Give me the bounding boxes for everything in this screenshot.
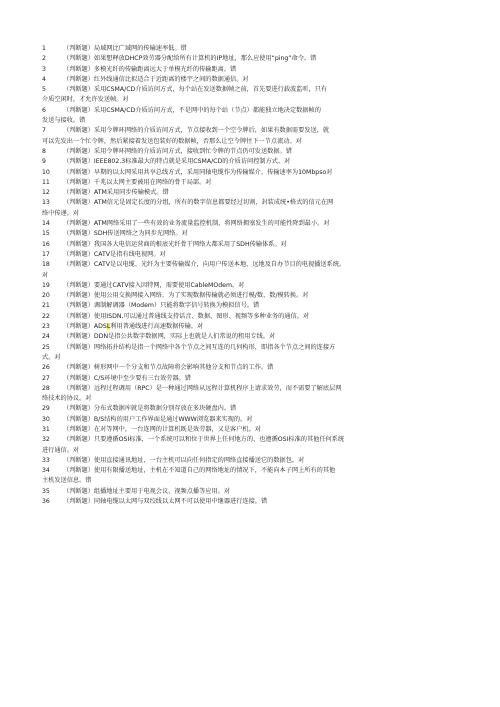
question-item <box>42 106 466 127</box>
question-item <box>42 363 466 373</box>
question-text: （判断题）IEEE802.3标准最大的特点就是采用CSMA/CD的介质访问控制方式。对 <box>63 158 291 166</box>
question-text: （判断题）CATV是以电缆、光纤为主要传输媒介，向用户传送本地、远地及自办节目的电视播送系统。 对 <box>42 260 466 281</box>
question-text: （判断题）使用有限播送地址，主机在不知道自己的网络地址的情况下，不能向本子网上所有的其他 主机发送信息。错 <box>42 466 466 487</box>
question-text-continued: 发送与接收。错 <box>42 117 86 125</box>
question-number: 1 <box>42 45 46 52</box>
question-number: 13 <box>42 199 50 207</box>
question-item <box>42 497 466 507</box>
question-text: （判断题）采用令牌环网络的介质访问方式，接收到忙令牌的节点仍可发送数据。错 <box>63 147 292 155</box>
question-number: 18 <box>42 261 50 269</box>
question-item <box>42 126 466 147</box>
question-text: （判断题）同轴电缆以太网与双绞线以太网不可以使用中继器进行连接。错 <box>63 498 268 506</box>
question-number: 4 <box>42 75 46 83</box>
question-number: 15 <box>42 230 50 238</box>
question-text: （判断题）CATV是指有线电视网。对 <box>63 250 166 258</box>
question-item <box>42 291 466 301</box>
question-item <box>42 332 466 342</box>
question-item <box>42 374 466 384</box>
question-number: 33 <box>42 456 50 464</box>
question-text-continued: 主机发送信息。错 <box>42 477 92 485</box>
question-text-continued: 络技术的协议。对 <box>42 395 92 403</box>
question-number: 26 <box>42 364 50 372</box>
question-text-continued: 介质空闲时，才允许发送帧。对 <box>42 96 129 104</box>
highlight-mark: L <box>106 323 111 331</box>
question-number: 36 <box>42 498 50 506</box>
question-text: （判断题）ATM信元是固定长度的分组，所有的数字信息都要经过切割，封装成统•格式的信元在网 络中传递。对 <box>42 198 466 219</box>
question-item <box>42 44 466 54</box>
question-item <box>42 178 466 188</box>
question-text: （判断题）要通过CATV接入因特网，需要使用CableMOdem。对 <box>63 281 245 289</box>
question-item <box>42 425 466 435</box>
question-item <box>42 198 466 219</box>
question-item <box>42 435 466 456</box>
question-number: 7 <box>42 127 46 135</box>
question-number: 19 <box>42 281 50 289</box>
question-text: （判断题）使用公用交换网接入网络，为了实现数据传输就必须进行模/数、数/模转换。对 <box>63 292 309 300</box>
question-item <box>42 456 466 466</box>
question-text: （判断题）使用直接通讯地址，一台主机可以向任何指定的网络直接播送它的数据包。对 <box>63 456 305 464</box>
question-text: （判断题）如果想释放DHCP效劳器分配给所有计算机的IP地址，那么应使用“ping”命令。错 <box>63 55 317 63</box>
question-item <box>42 415 466 425</box>
question-number: 25 <box>42 343 50 351</box>
question-item <box>42 301 466 311</box>
question-text: （判断题）ATM网络采用了一些有效的业务流量监控机制，将网络拥塞发生的可能性降到最小。对 <box>63 220 330 228</box>
question-text: （判断题）ATM采用同步传输模式。错 <box>63 189 169 197</box>
question-item <box>42 466 466 487</box>
question-item <box>42 322 466 332</box>
question-item <box>42 229 466 239</box>
question-item <box>42 260 466 281</box>
question-item <box>42 384 466 405</box>
question-text: （判断题）树形网中一个分支和节点故障将会影响其他分支和节点的工作。错 <box>63 364 274 372</box>
question-number: 32 <box>42 436 50 444</box>
question-text: （判断题）网络拓扑结构是指一个网络中各个节点之间互连的几何构形，即指各个节点之间的连接方 式。对 <box>42 343 466 364</box>
question-number: 3 <box>42 65 46 73</box>
question-item <box>42 281 466 291</box>
question-text: （判断题）组播地址主要用于电视会议、视频点播等应用。对 <box>63 487 231 495</box>
question-number: 14 <box>42 220 50 228</box>
question-number: 35 <box>42 487 50 495</box>
question-number: 9 <box>42 158 46 166</box>
question-number: 6 <box>42 106 46 114</box>
question-text-continued: 络中传递。对 <box>42 209 80 217</box>
question-number: 22 <box>42 312 50 320</box>
question-text: （判断题）使用ISDN,可以通过普通线支持话音、数据、图形、视频等多种业务的通信。对 <box>63 312 310 320</box>
question-item <box>42 219 466 229</box>
question-text-continued: 进行通信。对 <box>42 446 80 454</box>
question-text: （判断题）B/S结构的用户工作界面是通过WWW浏览器来实现的。对 <box>63 415 253 423</box>
question-text: （判断题）千兆以太网主要被用在网络的骨干局部。对 <box>63 178 212 186</box>
question-text: （判断题）只要遵循OSI标准，一个系统可以和位于世界上任何地方的、也遵循OSI标准的其他任何系统 进行通信。对 <box>42 435 466 456</box>
question-number: 10 <box>42 168 50 176</box>
question-number: 29 <box>42 405 50 413</box>
question-number: 20 <box>42 292 50 300</box>
question-item <box>42 147 466 157</box>
question-text: （判断题）采用CSMA/CD介质访问方式，不是网中的每个站（节点）都能独立地决定数据帧的 发送与接收。错 <box>42 106 466 127</box>
question-number: 27 <box>42 374 50 382</box>
question-item <box>42 85 466 106</box>
question-text: （判断题）分布式数据库就是将数据分别存放在多块硬盘内。错 <box>63 405 237 413</box>
question-text: （判断题）远程过程调用（RPC）是一种通过网络从远程计算机程序上请求效劳，而不需要了解底层网 络技术的协议。对 <box>42 384 466 405</box>
question-number: 30 <box>42 415 50 423</box>
question-number: 28 <box>42 384 50 392</box>
question-text: （判断题）调制解调器（Modem）只能将数字信号转换为模拟信号。错 <box>63 302 260 310</box>
question-item <box>42 188 466 198</box>
question-item <box>42 487 466 497</box>
question-number: 34 <box>42 467 50 475</box>
question-text: （判断题）C/S环境中至少要有三台效劳器。错 <box>63 374 191 382</box>
question-item <box>42 404 466 414</box>
question-number: 12 <box>42 189 50 197</box>
question-text-continued: 对 <box>42 271 49 279</box>
question-text: （判断题）红外线通信比拟适合于近距离的楼宇之间的数据通信。对 <box>63 75 249 83</box>
question-text: （判断题）DDN是指公共数字数据网，实际上也就是人们常说的租用专线。对 <box>63 333 276 341</box>
question-text-continued: 式。对 <box>42 353 61 361</box>
question-number: 2 <box>42 55 46 63</box>
question-text: （判断题）采用CSMA/CD介质访问方式，每个站在发送数据帧之前，首先要进行载波监听，只有 介质空闲时，才允许发送帧。对 <box>42 85 466 106</box>
question-text: （判断题）在对等网中，一台连网的计算机既是效劳器，又是客户机。对 <box>63 425 261 433</box>
question-number: 8 <box>42 147 46 155</box>
question-number: 24 <box>42 333 50 341</box>
question-text: （判断题）局域网比广域网的传输速率低。错 <box>63 45 187 52</box>
question-text: （判断题）多模光纤的传输距离远大于单模光纤的传输距离。错 <box>63 65 237 73</box>
question-item <box>42 157 466 167</box>
question-item <box>42 54 466 64</box>
question-text-continued: 可以先发出一个忙令牌，然后紧接着发送包装好的数据帧，否那么让空令牌往下一节点流动。对 <box>42 137 302 145</box>
question-item <box>42 75 466 85</box>
question-item <box>42 343 466 364</box>
question-number: 11 <box>42 178 50 186</box>
question-number: 16 <box>42 240 50 248</box>
question-item <box>42 240 466 250</box>
question-text: （判断题）早期的以太网采用共享总线方式，采用同轴电缆作为传输媒介，传输速率为10Mbpso对 <box>63 168 333 176</box>
question-text: （判断题）SDH传送网络之为同步光网络。对 <box>63 230 188 238</box>
question-text: （判断题）ADSL利用普通线进行高速数据传输。对 <box>63 323 204 331</box>
question-text: （判断题）我国各大电信运营商的根底光纤骨干网络大都采用了SDH传输体系。对 <box>63 240 287 248</box>
question-number: 21 <box>42 302 50 310</box>
question-text: （判断题）采用令牌环网络的介质访问方式，节点接收到一个空令牌后，如果有数据需要发送，就 可以先发出一个忙令牌，然后紧接着发送包装好的数据帧，否那么让空令牌往下一节点流动。对 <box>42 126 466 147</box>
question-item <box>42 168 466 178</box>
question-item <box>42 250 466 260</box>
question-number: 23 <box>42 323 50 331</box>
question-number: 5 <box>42 86 46 94</box>
question-item <box>42 65 466 75</box>
question-item <box>42 312 466 322</box>
question-number: 17 <box>42 250 50 258</box>
question-number: 31 <box>42 425 50 433</box>
